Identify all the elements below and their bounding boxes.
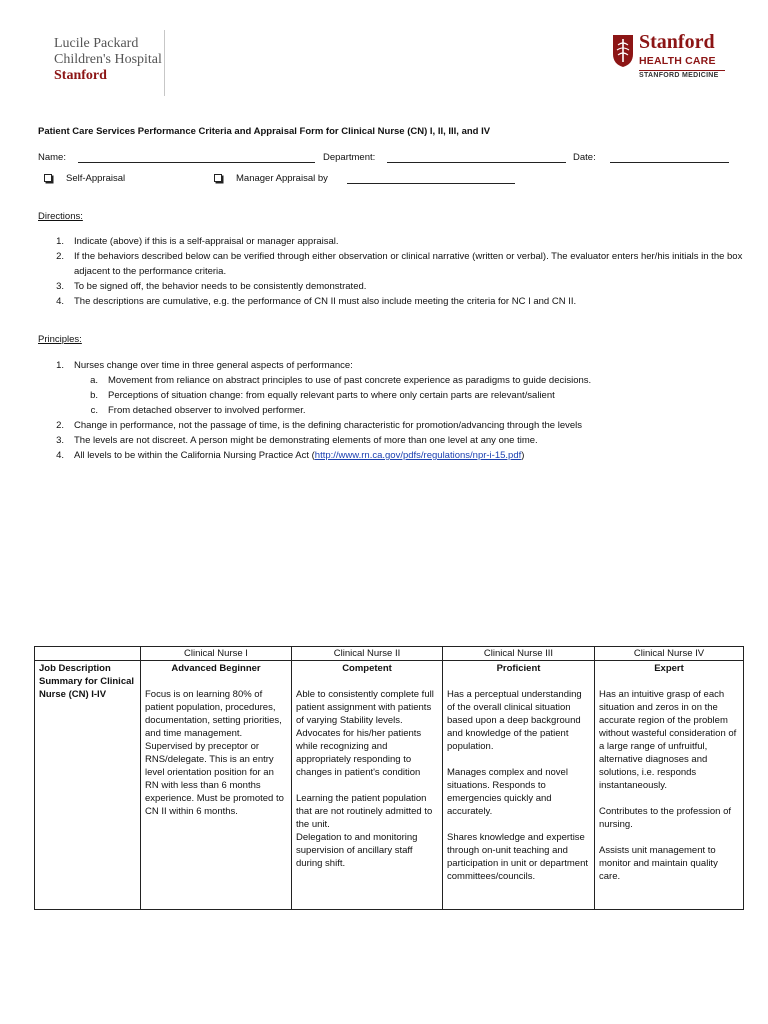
row-label-cell — [35, 661, 141, 910]
logo-divider — [164, 30, 165, 96]
date-field[interactable] — [610, 162, 729, 163]
manager-appraisal-label: Manager Appraisal by — [236, 173, 328, 184]
spacer — [145, 675, 287, 688]
column-header-cn3: Clinical Nurse III — [443, 647, 595, 661]
principles-item-1: Nurses change over time in three general aspects of performance: — [74, 360, 353, 371]
cn2-level: Competent — [342, 663, 392, 674]
self-appraisal-checkbox[interactable] — [44, 174, 52, 182]
form-title: Patient Care Services Performance Criteria and Appraisal Form for Clinical Nurse (CN) I, II, III, and IV — [38, 126, 491, 137]
spacer — [447, 675, 590, 688]
table-row — [35, 661, 744, 910]
job-description-table — [34, 646, 744, 910]
spacer — [599, 792, 739, 805]
cn1-paragraph-1: Focus is on learning 80% of patient population, procedures, documentation, setting priorities, and time management. Supervised by preceptor or RNS/delegate. This is an entry level orientation position for an RN with less than 6 months experience. Must be promoted to CN II within 6 months. — [145, 689, 284, 817]
lpch-logo — [54, 36, 166, 96]
spacer — [296, 675, 438, 688]
cn3-paragraph-1: Has a perceptual understanding of the overall clinical situation based upon a deep background and knowledge of the patient population. — [447, 689, 582, 752]
nursing-practice-act-link[interactable]: http://www.rn.ca.gov/pdfs/regulations/npr-i-15.pdf — [314, 450, 522, 461]
cn4-level: Expert — [654, 663, 684, 674]
stanford-seal-icon — [612, 34, 634, 68]
stanford-health-care-logo — [612, 30, 730, 86]
shc-logo-subtitle: HEALTH CARE — [639, 55, 716, 67]
shc-logo-name: Stanford — [639, 31, 715, 53]
directions-item-2: If the behaviors described below can be verified through either observation or clinical narrative (written or verbal). The evaluator enters her/his initials in the box adjacent to the performance criteria. — [74, 251, 743, 277]
directions-heading: Directions: — [38, 211, 83, 222]
directions-item-4: The descriptions are cumulative, e.g. the performance of CN II must also include meeting the criteria for NC I and CN II. — [74, 296, 577, 307]
column-header-cn1: Clinical Nurse I — [141, 647, 292, 661]
cn1-level: Advanced Beginner — [171, 663, 261, 674]
cn2-paragraph-3: Delegation to and monitoring supervision of ancillary staff during shift. — [296, 832, 418, 869]
cn4-paragraph-1: Has an intuitive grasp of each situation and zeros in on the accurate region of the problem without wasteful consideration of a large range of unfruitful, alternative diagnoses and solutions, i.e. responds instantaneously. — [599, 689, 737, 791]
name-label: Name: — [38, 152, 66, 163]
principles-num-3: 3. — [56, 435, 64, 446]
name-field[interactable] — [78, 162, 315, 163]
cn3-paragraph-3: Shares knowledge and expertise through on-unit teaching and participation in unit or department committees/councils. — [447, 832, 588, 882]
manager-appraisal-checkbox[interactable] — [214, 174, 222, 182]
table-corner-cell — [35, 647, 141, 661]
principles-item-3: The levels are not discreet. A person might be demonstrating elements of more than one level at any one time. — [74, 435, 538, 446]
spacer — [447, 818, 590, 831]
table-header-row — [35, 647, 744, 661]
directions-num-4: 4. — [56, 296, 64, 307]
cn2-paragraph-1: Able to consistently complete full patient assignment with patients of varying Stability levels. Advocates for his/her patients while recognizing and appropriately responding to changes in patient's condition — [296, 689, 434, 778]
principles-heading: Principles: — [38, 334, 82, 345]
principles-sub-a: Movement from reliance on abstract principles to use of past concrete experience as paradigms to guide decisions. — [108, 375, 592, 386]
column-header-cn4: Clinical Nurse IV — [595, 647, 744, 661]
cn1-description-cell — [141, 661, 292, 910]
cn2-paragraph-2: Learning the patient population that are not routinely admitted to the unit. — [296, 793, 433, 830]
shc-logo-medicine: STANFORD MEDICINE — [639, 72, 719, 79]
column-header-cn2: Clinical Nurse II — [292, 647, 443, 661]
principles-num-4: 4. — [56, 450, 64, 461]
principles-sub-b: Perceptions of situation change: from equally relevant parts to where only certain parts are relevant/salient — [108, 390, 555, 401]
principles-item-4 — [74, 448, 744, 463]
cn3-description-cell — [443, 661, 595, 910]
directions-item-1: Indicate (above) if this is a self-appraisal or manager appraisal. — [74, 236, 339, 247]
principles-item-4-close: ) — [521, 450, 525, 461]
cn3-paragraph-2: Manages complex and novel situations. Responds to emergencies quickly and accurately. — [447, 767, 568, 817]
lpch-logo-line1: Lucile Packard — [54, 36, 139, 51]
spacer — [599, 831, 739, 844]
lpch-logo-line3: Stanford — [54, 68, 107, 83]
cn2-description-cell — [292, 661, 443, 910]
shc-logo-rule — [639, 70, 725, 71]
cn3-level: Proficient — [496, 663, 541, 674]
cn4-paragraph-2: Contributes to the profession of nursing. — [599, 806, 732, 830]
principles-sub-num-a: a. — [90, 375, 98, 386]
cn4-description-cell — [595, 661, 744, 910]
department-field[interactable] — [387, 162, 566, 163]
directions-item-3: To be signed off, the behavior needs to be consistently demonstrated. — [74, 281, 367, 292]
date-label: Date: — [573, 152, 596, 163]
principles-sub-num-b: b. — [90, 390, 98, 401]
cn4-paragraph-3: Assists unit management to monitor and maintain quality care. — [599, 845, 718, 882]
directions-num-2: 2. — [56, 251, 64, 262]
principles-sub-num-c: c. — [90, 405, 98, 416]
spacer — [599, 675, 739, 688]
spacer — [296, 779, 438, 792]
principles-num-1: 1. — [56, 360, 64, 371]
directions-num-3: 3. — [56, 281, 64, 292]
self-appraisal-label: Self-Appraisal — [66, 173, 126, 184]
row-label: Job Description Summary for Clinical Nurse (CN) I-IV — [39, 663, 135, 700]
directions-num-1: 1. — [56, 236, 64, 247]
spacer — [447, 753, 590, 766]
principles-item-2: Change in performance, not the passage of time, is the defining characteristic for promotion/advancing through the levels — [74, 420, 583, 431]
department-label: Department: — [323, 152, 376, 163]
lpch-logo-line2: Children's Hospital — [54, 52, 162, 67]
principles-num-2: 2. — [56, 420, 64, 431]
principles-item-4-text: All levels to be within the California Nursing Practice Act ( — [74, 450, 315, 461]
manager-name-field[interactable] — [347, 183, 515, 184]
principles-sub-c: From detached observer to involved performer. — [108, 405, 306, 416]
